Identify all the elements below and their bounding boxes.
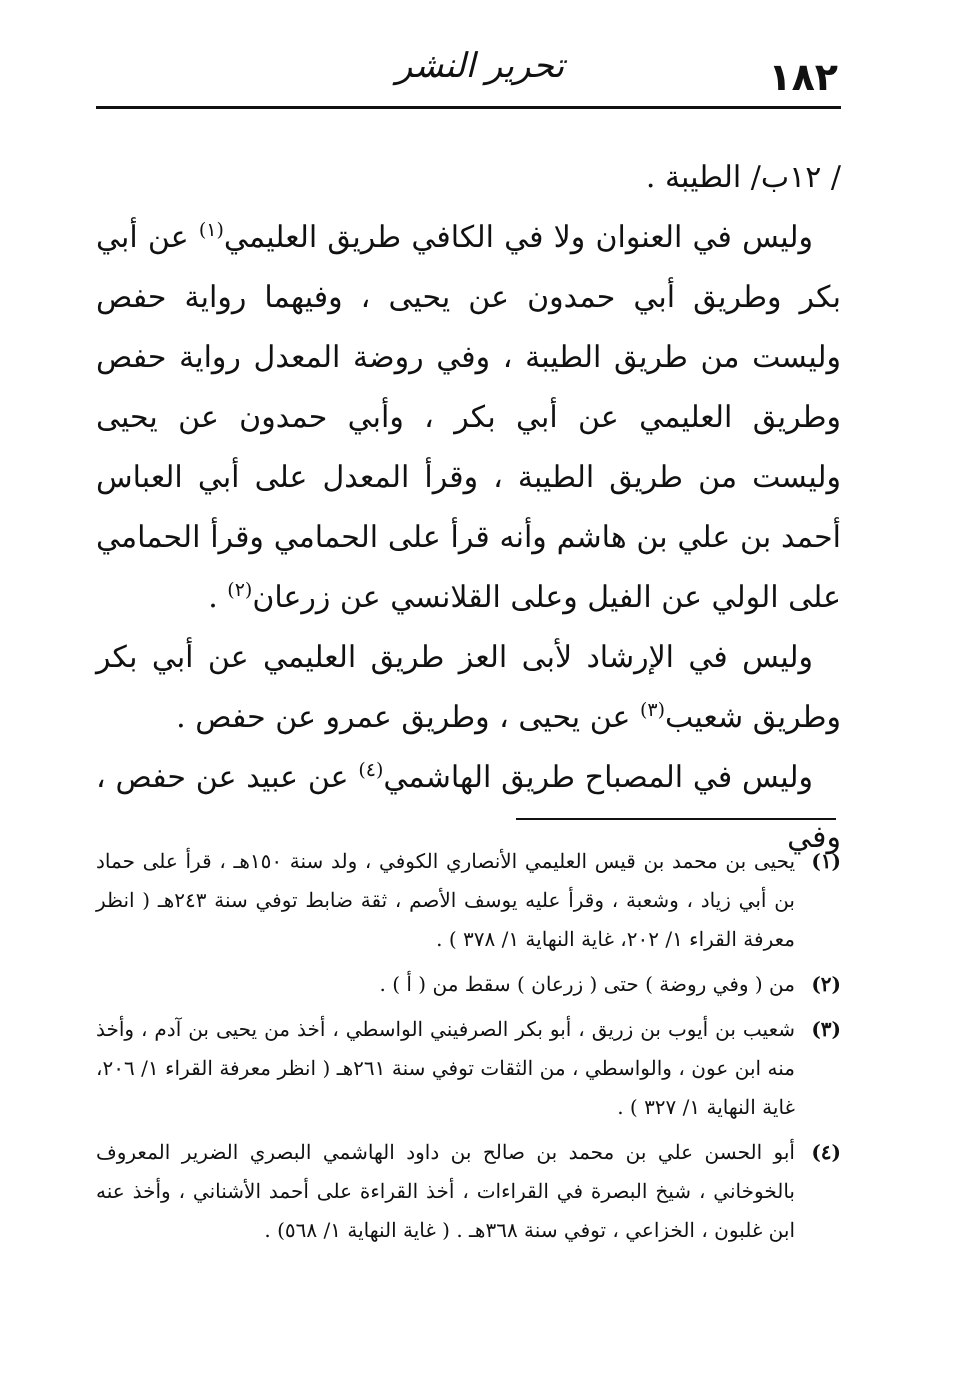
main-text xyxy=(96,148,841,868)
footnote-separator xyxy=(516,818,836,820)
paragraph-opening xyxy=(96,148,841,208)
body-text-segment: . xyxy=(208,580,228,615)
footnote-number: (٢) xyxy=(811,972,841,996)
footnote-text: شعيب بن أيوب بن زريق ، أبو بكر الصرفيني الواسطي ، أخذ من يحيى بن آدم ، وأخذ منه ابن عون ، والواسطي ، من الثقات توفي سنة ٢٦١هـ ( انظر معرفة القراء ١/ ٢٠٦، غاية النهاية ١/ ٣٢٧ ) . xyxy=(96,1017,795,1119)
footnote-ref-4[interactable]: (٤) xyxy=(358,759,384,781)
footnote-number: (١) xyxy=(811,849,841,873)
header-rule xyxy=(96,106,841,109)
body-text-segment: عن يحيى ، وطريق عمرو عن حفص . xyxy=(176,700,631,735)
page-number: ١٨٢ xyxy=(768,55,838,99)
body-text-segment: عن عبيد عن حفص ، وفي xyxy=(96,760,841,855)
body-text-segment: وليس في المصباح طريق الهاشمي xyxy=(383,760,813,795)
body-text-segment: عن أبي بكر وطريق أبي حمدون عن يحيى ، وفيهما رواية حفص وليست من طريق الطيبة ، وفي روضة المعدل رواية حفص وطريق العليمي عن أبي بكر ، وأبي حمدون عن يحيى وليست من طريق الطيبة ، وقرأ المعدل على أبي العباس أحمد بن علي بن هاشم وأنه قرأ على الحمامي وقرأ الحمامي على الولي عن الفيل وعلى القلانسي عن زرعان xyxy=(96,220,841,615)
body-text-segment: وليس في الإرشاد لأبى العز طريق العليمي عن أبي بكر وطريق شعيب xyxy=(96,640,841,735)
footnote-ref-3[interactable]: (٣) xyxy=(639,699,666,721)
running-title: تحرير النشر xyxy=(395,46,565,86)
footnote-text: يحيى بن محمد بن قيس العليمي الأنصاري الكوفي ، ولد سنة ١٥٠هـ ، قرأ على حماد بن أبي زياد ، وشعبة ، وقرأ عليه يوسف الأصم ، ثقة ضابط توفي سنة ٢٤٣هـ ( انظر معرفة القراء ١/ ٢٠٢، غاية النهاية ١/ ٣٧٨ ) . xyxy=(96,849,796,951)
footnote-number: (٤) xyxy=(811,1140,841,1164)
footnotes xyxy=(96,842,841,1256)
paragraph-irshad xyxy=(96,628,841,748)
footnote-4 xyxy=(96,1133,841,1250)
footnote-text: من ( وفي روضة ) حتى ( زرعان ) سقط من ( أ ) . xyxy=(379,972,795,996)
body-text-segment: وليس في العنوان ولا في الكافي طريق العليمي xyxy=(223,220,813,255)
footnote-ref-1[interactable]: (١) xyxy=(198,219,224,241)
footnote-text: أبو الحسن علي بن محمد بن صالح بن داود الهاشمي البصري الضرير المعروف بالخوخاني ، شيخ البصرة في القراءات ، أخذ القراءة على أحمد الأشناني ، وأخذ عنه ابن غلبون ، الخزاعي ، توفي سنة ٣٦٨هـ . ( غاية النهاية ١/ ٥٦٨) . xyxy=(96,1140,795,1242)
footnote-2 xyxy=(96,965,841,1004)
footnote-3 xyxy=(96,1010,841,1127)
body-text-segment: / ١٢ب/ الطيبة . xyxy=(645,160,841,195)
paragraph-alalimi xyxy=(96,208,841,628)
footnote-1 xyxy=(96,842,841,959)
footnote-number: (٣) xyxy=(811,1017,841,1041)
footnote-ref-2[interactable]: (٢) xyxy=(227,579,253,601)
